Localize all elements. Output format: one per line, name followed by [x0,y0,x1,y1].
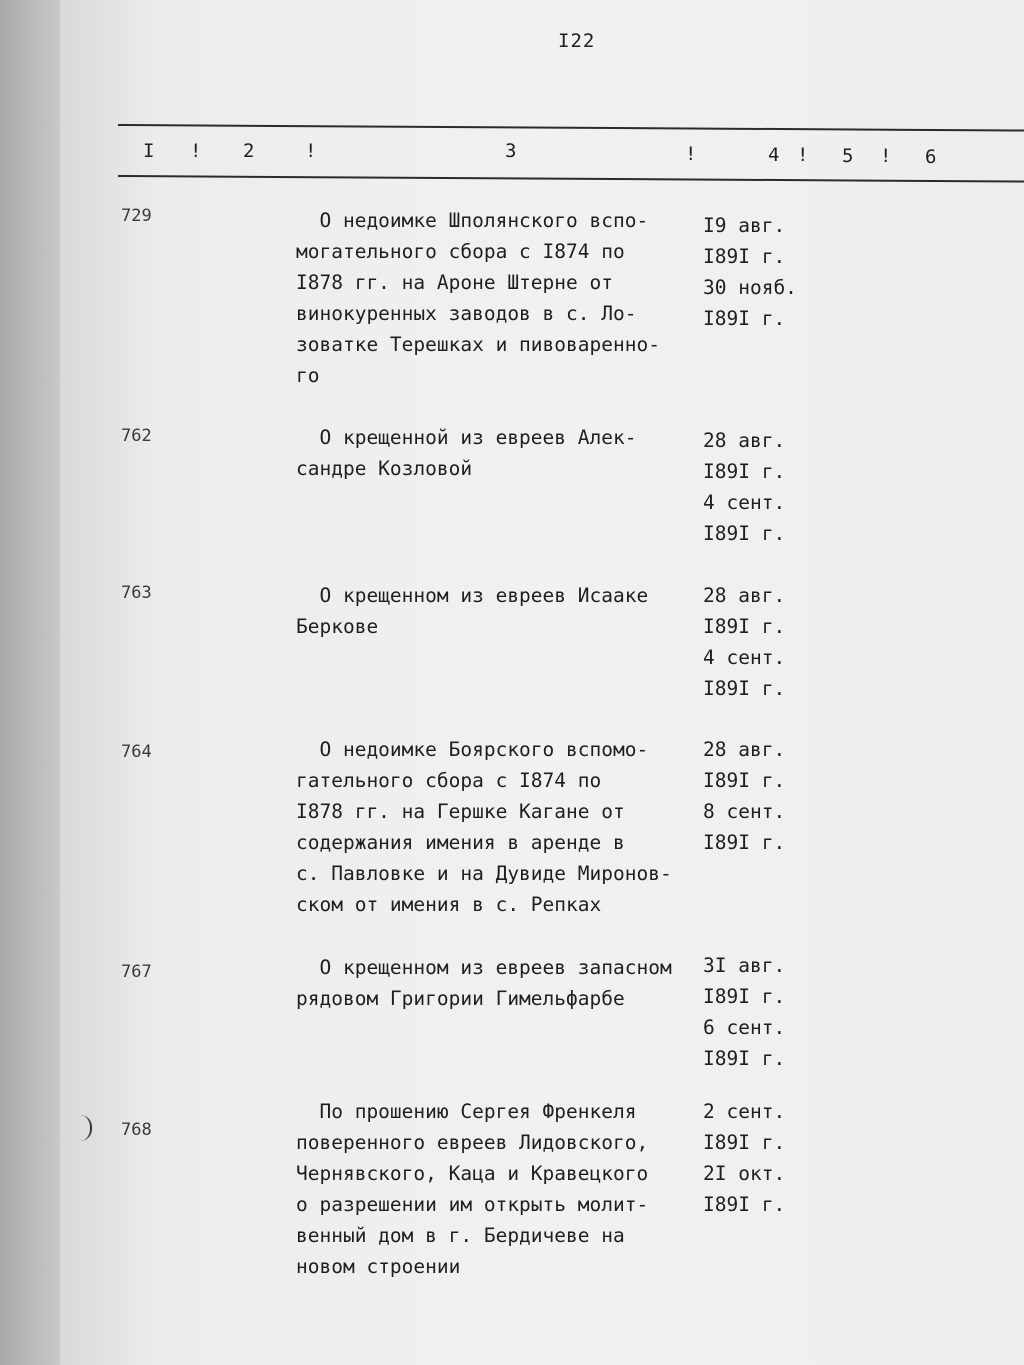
entry-description [296,205,716,391]
column-header-2: 2 [243,140,255,162]
column-separator: ! [797,144,809,166]
entry-date-line: I89I г. [703,522,786,545]
entry-text-line: с. Павловке и на Дувиде Миронов- [296,862,672,885]
entry-date-line: I89I г. [703,307,786,330]
entry-date-line: I89I г. [703,677,786,700]
entry-date-line: 4 сент. [703,491,786,514]
entry-date-line: 28 авг. [703,429,786,452]
entry-text-line: содержания имения в аренде в [296,831,625,854]
entry-dates [703,580,785,704]
column-header-5: 5 [842,145,854,167]
entry-date-line: 6 сент. [703,1016,786,1039]
entry-text-line: новом строении [296,1255,461,1278]
entry-text-line: венный дом в г. Бердичеве на [296,1224,625,1247]
entry-description [296,580,716,642]
page-number: I22 [558,30,596,52]
entry-description [296,1096,716,1282]
entry-text-line: I878 гг. на Гершке Кагане от [296,800,625,823]
entry-number: 768 [121,1120,152,1140]
entry-number: 729 [121,206,152,226]
entry-date-line: 8 сент. [703,800,786,823]
entry-text-line: Чернявского, Каца и Кравецкого [296,1162,649,1185]
entry-date-line: 30 нояб. [703,276,797,299]
entry-dates [703,210,797,334]
entry-dates [703,950,785,1074]
entry-text-line: О крещенном из евреев Исааке [296,584,649,607]
entry-description [296,422,716,484]
entry-date-line: 28 авг. [703,584,786,607]
entry-date-line: I89I г. [703,1047,786,1070]
column-header-3: 3 [505,140,517,162]
entry-text-line: зоватке Терешках и пивоваренно- [296,333,660,356]
entry-dates [703,734,785,858]
entry-date-line: 3I авг. [703,954,786,977]
entry-date-line: I89I г. [703,245,786,268]
entry-text-line: го [296,364,320,387]
entry-date-line: I89I г. [703,1193,786,1216]
entry-date-line: I89I г. [703,1131,786,1154]
entry-date-line: I89I г. [703,769,786,792]
entry-date-line: 4 сент. [703,646,786,669]
entry-text-line: сандре Козловой [296,457,473,480]
entry-number: 763 [121,583,152,603]
entry-text-line: гательного сбора с I874 по [296,769,602,792]
entry-date-line: 2I окт. [703,1162,786,1185]
column-header-6: 6 [925,146,937,168]
entry-dates [703,425,785,549]
column-separator: ! [190,140,202,162]
entry-number: 767 [121,962,152,982]
entry-text-line: О крещенном из евреев запасном [296,956,672,979]
column-separator: ! [880,145,892,167]
column-header-4: 4 [768,144,780,166]
entry-text-line: ском от имения в с. Репках [296,893,602,916]
entry-number: 762 [121,426,152,446]
column-header-1: I [143,140,155,162]
entry-date-line: I9 авг. [703,214,786,237]
entry-date-line: I89I г. [703,985,786,1008]
column-separator: ! [685,143,697,165]
entry-number: 764 [121,742,152,762]
entry-text-line: могательного сбора с I874 по [296,240,625,263]
entry-text-line: I878 гг. на Ароне Штерне от [296,271,613,294]
entry-text-line: рядовом Григории Гимельфарбе [296,987,625,1010]
entry-text-line: о разрешении им открыть молит- [296,1193,649,1216]
entry-date-line: I89I г. [703,615,786,638]
entry-text-line: О недоимке Шполянского вспо- [296,209,649,232]
entry-text-line: поверенного евреев Лидовского, [296,1131,649,1154]
entry-dates [703,1096,785,1220]
entry-date-line: 28 авг. [703,738,786,761]
entry-text-line: Беркове [296,615,379,638]
entry-text-line: По прошению Сергея Френкеля [296,1100,637,1123]
entry-date-line: I89I г. [703,831,786,854]
entry-text-line: О крещенной из евреев Алек- [296,426,637,449]
entry-date-line: I89I г. [703,460,786,483]
column-separator: ! [305,140,317,162]
entry-description [296,952,716,1014]
entry-text-line: винокуренных заводов в с. Ло- [296,302,637,325]
entry-text-line: О недоимке Боярского вспомо- [296,738,649,761]
entry-description [296,734,716,920]
entry-date-line: 2 сент. [703,1100,786,1123]
